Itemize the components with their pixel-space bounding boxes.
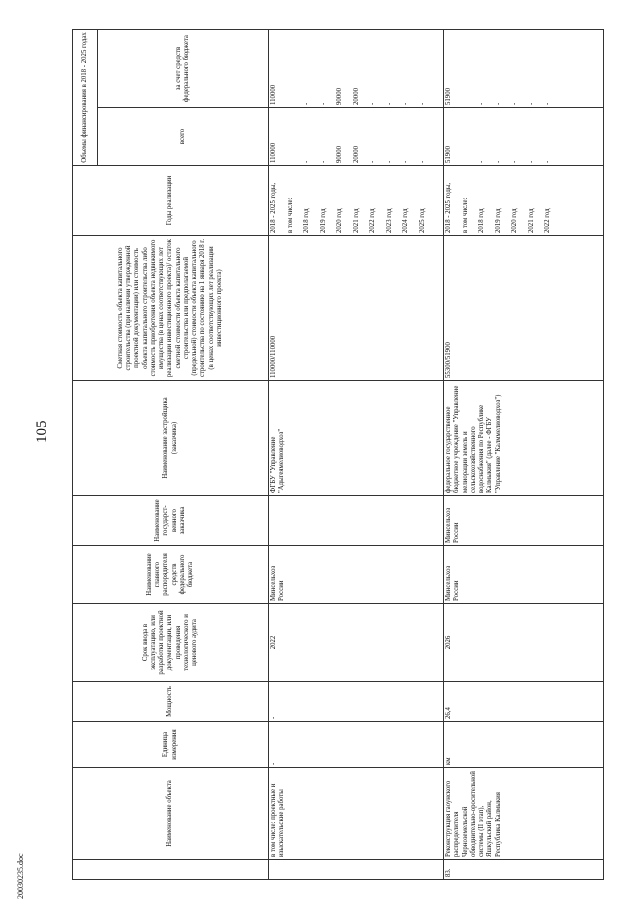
year-cell: 2021 год xyxy=(527,208,535,233)
total-cell: - xyxy=(478,160,485,163)
row-federal xyxy=(444,30,604,108)
federal-cell: - xyxy=(402,102,409,105)
header-cost: Сметная стоимость объекта капитального строительства (при наличии утвержденной проектной документации) или стоимость объекта капитального строительства либо стоимость приобретения объекта недвижимого имущества (в ценах соответствующих лет реализации инвестиционного проекта)/ остаток сметной стоимости объекта капитального строительства или предполагаемой (предельной) стоимости объекта капитального строительства по состоянию на 1 января 2018 г. (в ценах соответствующих лет реализации инвестиционного проекта) xyxy=(73,236,269,381)
total-cell: - xyxy=(418,160,426,163)
row-capacity: 26,4 xyxy=(444,682,604,722)
row-number: 83. xyxy=(444,860,604,880)
federal-cell: - xyxy=(303,102,310,105)
year-cell: 2021 год xyxy=(352,208,360,233)
year-cell: 2022 год xyxy=(544,208,551,233)
year-cell: в том числе: xyxy=(286,197,294,233)
row-years xyxy=(444,166,604,236)
header-name: Наименование объекта xyxy=(73,768,269,860)
row-total xyxy=(444,108,604,166)
page-number: 105 xyxy=(34,420,50,443)
year-cell: 2018 - 2025 годы, xyxy=(445,182,452,233)
federal-cell: 90000 xyxy=(336,88,343,105)
row-cost: 110000/110000 xyxy=(269,236,444,381)
total-cell: 51900 xyxy=(445,146,452,163)
total-cell: - xyxy=(511,160,518,163)
footer-filename: 20030235.doc xyxy=(16,853,25,899)
row-developer: федеральное государственное бюджетное учреждение "Управление мелиорации земель и сельскохозяйственного водоснабжения по Республике Калмыкия" (далее - ФГБУ "Управление "Калммелиоводхоз") xyxy=(444,381,604,496)
total-cell: - xyxy=(319,160,327,163)
federal-cell: - xyxy=(544,102,551,105)
total-cell: 90000 xyxy=(336,146,343,163)
federal-cell: 51900 xyxy=(445,88,452,105)
row-customer-state xyxy=(269,496,444,546)
header-federal: за счет средств федерального бюджета xyxy=(98,30,269,108)
row-deadline: 2022 xyxy=(269,604,444,682)
total-cell: - xyxy=(402,160,409,163)
header-total: всего xyxy=(98,108,269,166)
year-cell: 2019 год xyxy=(319,208,327,233)
row-customer-state: Минсельхоз России xyxy=(444,496,604,546)
federal-cell: - xyxy=(527,102,535,105)
total-cell xyxy=(462,110,479,163)
header-developer: Наименование застройщика (заказчика) xyxy=(73,381,269,496)
federal-cell xyxy=(287,32,304,105)
total-cell: - xyxy=(544,160,551,163)
year-cell: 2018 год xyxy=(303,208,310,233)
row-capacity: - xyxy=(269,682,444,722)
year-cell: 2020 год xyxy=(336,208,343,233)
year-cell: 2018 год xyxy=(478,208,485,233)
total-cell: 20000 xyxy=(352,146,360,163)
total-cell xyxy=(287,110,304,163)
federal-cell: - xyxy=(511,102,518,105)
document-table-rotated xyxy=(72,30,607,880)
header-funding: Объемы финансирования в 2018 - 2025 годах xyxy=(73,30,98,166)
header-years: Годы реализации xyxy=(73,166,269,236)
header-distributor: Наименование главного распорядителя средств федерального бюджета xyxy=(73,546,269,604)
row-number xyxy=(269,860,444,880)
header-num xyxy=(73,860,269,880)
federal-cell: 110000 xyxy=(270,84,277,105)
total-cell: - xyxy=(369,160,376,163)
table-row xyxy=(269,30,444,880)
header-customer-state: Наименование государст-венного заказчика xyxy=(73,496,269,546)
row-cost: 55300/51900 xyxy=(444,236,604,381)
row-unit: - xyxy=(269,722,444,768)
row-years xyxy=(269,166,444,236)
year-cell: 2023 год xyxy=(385,208,393,233)
investment-table xyxy=(72,29,604,880)
federal-cell: - xyxy=(478,102,485,105)
federal-cell: - xyxy=(319,102,327,105)
federal-cell: - xyxy=(418,102,426,105)
row-name: Реконструкция гаоунского распределителя Черноземельской обводнительно-оросительной системы (II этап), Яшкульский район, Республика Калмыкия xyxy=(444,768,604,860)
row-distributor: Минсельхоз России xyxy=(269,546,444,604)
header-unit: Единица измерения xyxy=(73,722,269,768)
row-name: в том числе: проектные и изыскательские работы xyxy=(269,768,444,860)
total-cell: - xyxy=(494,160,502,163)
row-total xyxy=(269,108,444,166)
total-cell: - xyxy=(303,160,310,163)
row-developer: ФГБУ "Управление "Адыгеямелиоводхоз" xyxy=(269,381,444,496)
year-cell: 2019 год xyxy=(494,208,502,233)
year-cell: 2025 год xyxy=(418,208,426,233)
total-cell: - xyxy=(527,160,535,163)
federal-cell: 20000 xyxy=(352,88,360,105)
year-cell: 2024 год xyxy=(402,208,409,233)
row-deadline: 2026 xyxy=(444,604,604,682)
header-capacity: Мощность xyxy=(73,682,269,722)
table-row xyxy=(444,30,604,880)
total-cell: - xyxy=(385,160,393,163)
total-cell: 110000 xyxy=(270,142,277,163)
row-distributor: Минсельхоз России xyxy=(444,546,604,604)
federal-cell: - xyxy=(369,102,376,105)
year-cell: в том числе: xyxy=(461,197,469,233)
federal-cell: - xyxy=(494,102,502,105)
row-unit: км xyxy=(444,722,604,768)
year-cell: 2020 год xyxy=(511,208,518,233)
year-cell: 2022 год xyxy=(369,208,376,233)
row-federal xyxy=(269,30,444,108)
federal-cell: - xyxy=(385,102,393,105)
header-deadline: Срок ввода в эксплуатацию, или разработки проектной документации, или проведения технологического и ценового аудита xyxy=(73,604,269,682)
year-cell: 2018 - 2025 годы, xyxy=(270,182,277,233)
federal-cell xyxy=(462,32,479,105)
